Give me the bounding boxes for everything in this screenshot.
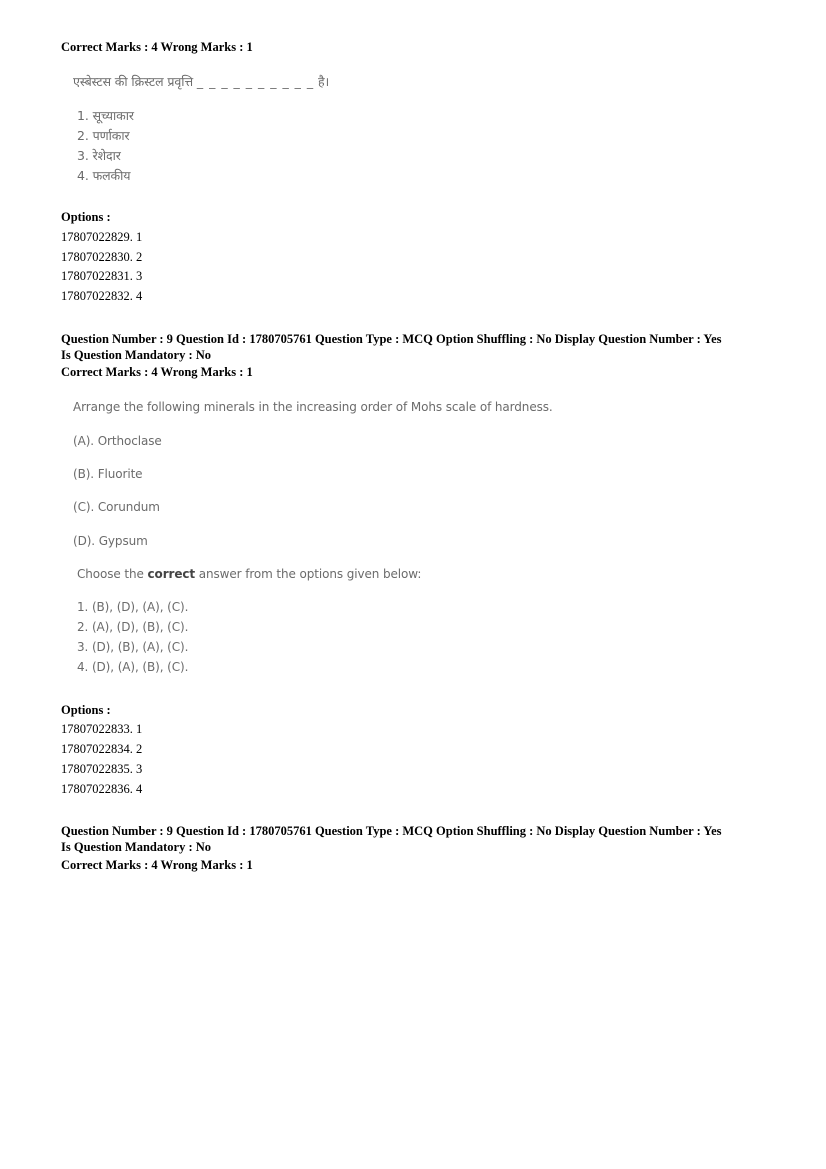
- instruction-bold: correct: [147, 567, 196, 581]
- choice-item: 1. (B), (D), (A), (C).: [77, 600, 189, 614]
- question-text: [73, 73, 329, 90]
- question-prefix: एस्बेस्टस की क्रिस्टल प्रवृत्ति: [73, 74, 193, 89]
- choice-item: 2. पर्णाकार: [77, 128, 130, 143]
- choice-item: 3. (D), (B), (A), (C).: [77, 640, 189, 654]
- question-text: Arrange the following minerals in the increasing order of Mohs scale of hardness.: [73, 400, 553, 414]
- list-item: (D). Gypsum: [73, 534, 148, 548]
- option-row: 17807022830. 2: [61, 250, 143, 264]
- marks-line: Correct Marks : 4 Wrong Marks : 1: [61, 858, 253, 872]
- choice-item: 1. सूच्याकार: [77, 108, 134, 123]
- marks-line: Correct Marks : 4 Wrong Marks : 1: [61, 40, 253, 54]
- question-header: Question Number : 9 Question Id : 1780705761 Question Type : MCQ Option Shuffling : No Display Question Number : Yes: [61, 332, 722, 346]
- instruction-post: answer from the options given below:: [198, 567, 422, 581]
- question-header: Question Number : 9 Question Id : 1780705761 Question Type : MCQ Option Shuffling : No Display Question Number : Yes: [61, 824, 722, 838]
- options-label: Options :: [61, 210, 111, 224]
- option-row: 17807022829. 1: [61, 230, 143, 244]
- option-row: 17807022831. 3: [61, 269, 143, 283]
- choice-item: 4. फलकीय: [77, 168, 131, 183]
- list-item: (C). Corundum: [73, 500, 160, 514]
- question-suffix: है।: [318, 74, 330, 89]
- question-blank: _ _ _ _ _ _ _ _ _ _: [196, 74, 315, 89]
- option-row: 17807022836. 4: [61, 782, 143, 796]
- option-row: 17807022833. 1: [61, 722, 143, 736]
- mandatory-line: Is Question Mandatory : No: [61, 840, 212, 854]
- mandatory-line: Is Question Mandatory : No: [61, 348, 212, 362]
- marks-line: Correct Marks : 4 Wrong Marks : 1: [61, 365, 253, 379]
- list-item: (B). Fluorite: [73, 467, 143, 481]
- option-row: 17807022834. 2: [61, 742, 143, 756]
- instruction-text: [77, 567, 421, 581]
- option-row: 17807022832. 4: [61, 289, 143, 303]
- option-row: 17807022835. 3: [61, 762, 143, 776]
- choice-item: 3. रेशेदार: [77, 148, 121, 163]
- instruction-pre: Choose the: [77, 567, 144, 581]
- options-label: Options :: [61, 703, 111, 717]
- choice-item: 2. (A), (D), (B), (C).: [77, 620, 189, 634]
- list-item: (A). Orthoclase: [73, 434, 162, 448]
- choice-item: 4. (D), (A), (B), (C).: [77, 660, 189, 674]
